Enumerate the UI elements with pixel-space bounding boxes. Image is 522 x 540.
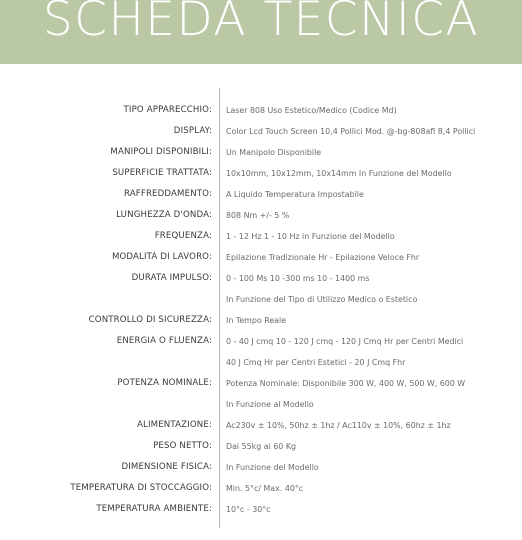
- spec-value: 10x10mm, 10x12mm, 10x14mm In Funzione del Modello: [226, 169, 452, 178]
- spec-label: DISPLAY:: [173, 126, 212, 136]
- spec-row-alimentazione: [0, 415, 522, 436]
- spec-label: SUPERFICIE TRATTATA:: [112, 168, 212, 178]
- spec-row-dimensione: [0, 457, 522, 478]
- spec-row-temp-stoccaggio: [0, 478, 522, 499]
- spec-row-durata-impulso: [0, 268, 522, 289]
- spec-label: CONTROLLO DI SICUREZZA:: [88, 315, 212, 325]
- spec-label: ENERGIA O FLUENZA:: [116, 336, 212, 346]
- spec-value: Ac230v ± 10%, 50hz ± 1hz / Ac110v ± 10%, 60hz ± 1hz: [226, 421, 451, 430]
- spec-row-peso: [0, 436, 522, 457]
- spec-row-superficie: [0, 163, 522, 184]
- spec-row-modalita: [0, 247, 522, 268]
- spec-value: In Funzione del Modello: [226, 463, 319, 472]
- spec-value: 40 J Cmq Hr per Centri Estetici - 20 J Cmq Fhr: [226, 358, 406, 367]
- spec-label: FREQUENZA:: [154, 231, 212, 241]
- spec-value: Color Lcd Touch Screen 10,4 Pollici Mod. @-bg-808afl 8,4 Pollici: [226, 127, 476, 136]
- spec-label: TIPO APPARECCHIO:: [123, 105, 212, 115]
- header-banner: [0, 0, 522, 64]
- spec-value: Epilazione Tradizionale Hr - Epilazione Veloce Fhr: [226, 253, 420, 262]
- spec-row-controllo-sicurezza: [0, 310, 522, 331]
- spec-row-tipo-apparecchio: [0, 100, 522, 121]
- spec-label: DURATA IMPULSO:: [131, 273, 212, 283]
- spec-label: PESO NETTO:: [153, 441, 212, 451]
- spec-row-raffreddamento: [0, 184, 522, 205]
- spec-value: 0 - 40 J cmq 10 - 120 J cmq - 120 J Cmq Hr per Centri Medici: [226, 337, 464, 346]
- spec-row-durata-impulso-cont: [0, 289, 522, 310]
- spec-value: Dai 55kg ai 60 Kg: [226, 442, 297, 451]
- spec-label: POTENZA NOMINALE:: [117, 378, 212, 388]
- spec-value: In Tempo Reale: [226, 316, 287, 325]
- spec-label: TEMPERATURA DI STOCCAGGIO:: [70, 483, 212, 493]
- spec-value: Potenza Nominale: Disponibile 300 W, 400 W, 500 W, 600 W: [226, 379, 466, 388]
- spec-value: 10°c - 30°c: [226, 505, 271, 514]
- spec-value: 0 - 100 Ms 10 -300 ms 10 - 1400 ms: [226, 274, 370, 283]
- spec-label: MODALITÀ DI LAVORO:: [111, 252, 212, 262]
- spec-value: A Liquido Temperatura Impostabile: [226, 190, 364, 199]
- spec-label: DIMENSIONE FISICA:: [121, 462, 212, 472]
- page-title: SCHEDA TECNICA: [42, 0, 480, 47]
- spec-value: In Funzione del Tipo di Utilizzo Medico o Estetico: [226, 295, 418, 304]
- spec-value: Laser 808 Uso Estetico/Medico (Codice Md): [226, 106, 397, 115]
- spec-row-display: [0, 121, 522, 142]
- spec-value: Un Manipolo Disponibile: [226, 148, 322, 157]
- spec-label: MANIPOLI DISPONIBILI:: [110, 147, 212, 157]
- spec-row-manipoli: [0, 142, 522, 163]
- spec-row-potenza: [0, 373, 522, 394]
- spec-value: Min. 5°c/ Max. 40°c: [226, 484, 304, 493]
- spec-label: LUNGHEZZA D'ONDA:: [116, 210, 212, 220]
- spec-row-lunghezza-onda: [0, 205, 522, 226]
- spec-label: ALIMENTAZIONE:: [137, 420, 212, 430]
- spec-label: RAFFREDDAMENTO:: [123, 189, 212, 199]
- spec-row-potenza-cont: [0, 394, 522, 415]
- spec-row-energia: [0, 331, 522, 352]
- spec-label: TEMPERATURA AMBIENTE:: [96, 504, 212, 514]
- spec-row-temp-ambiente: [0, 499, 522, 520]
- spec-value: In Funzione al Modello: [226, 400, 314, 409]
- spec-value: 1 - 12 Hz 1 - 10 Hz in Funzione del Modello: [226, 232, 395, 241]
- spec-value: 808 Nm +/- 5 %: [226, 211, 290, 220]
- spec-row-frequenza: [0, 226, 522, 247]
- spec-row-energia-cont: [0, 352, 522, 373]
